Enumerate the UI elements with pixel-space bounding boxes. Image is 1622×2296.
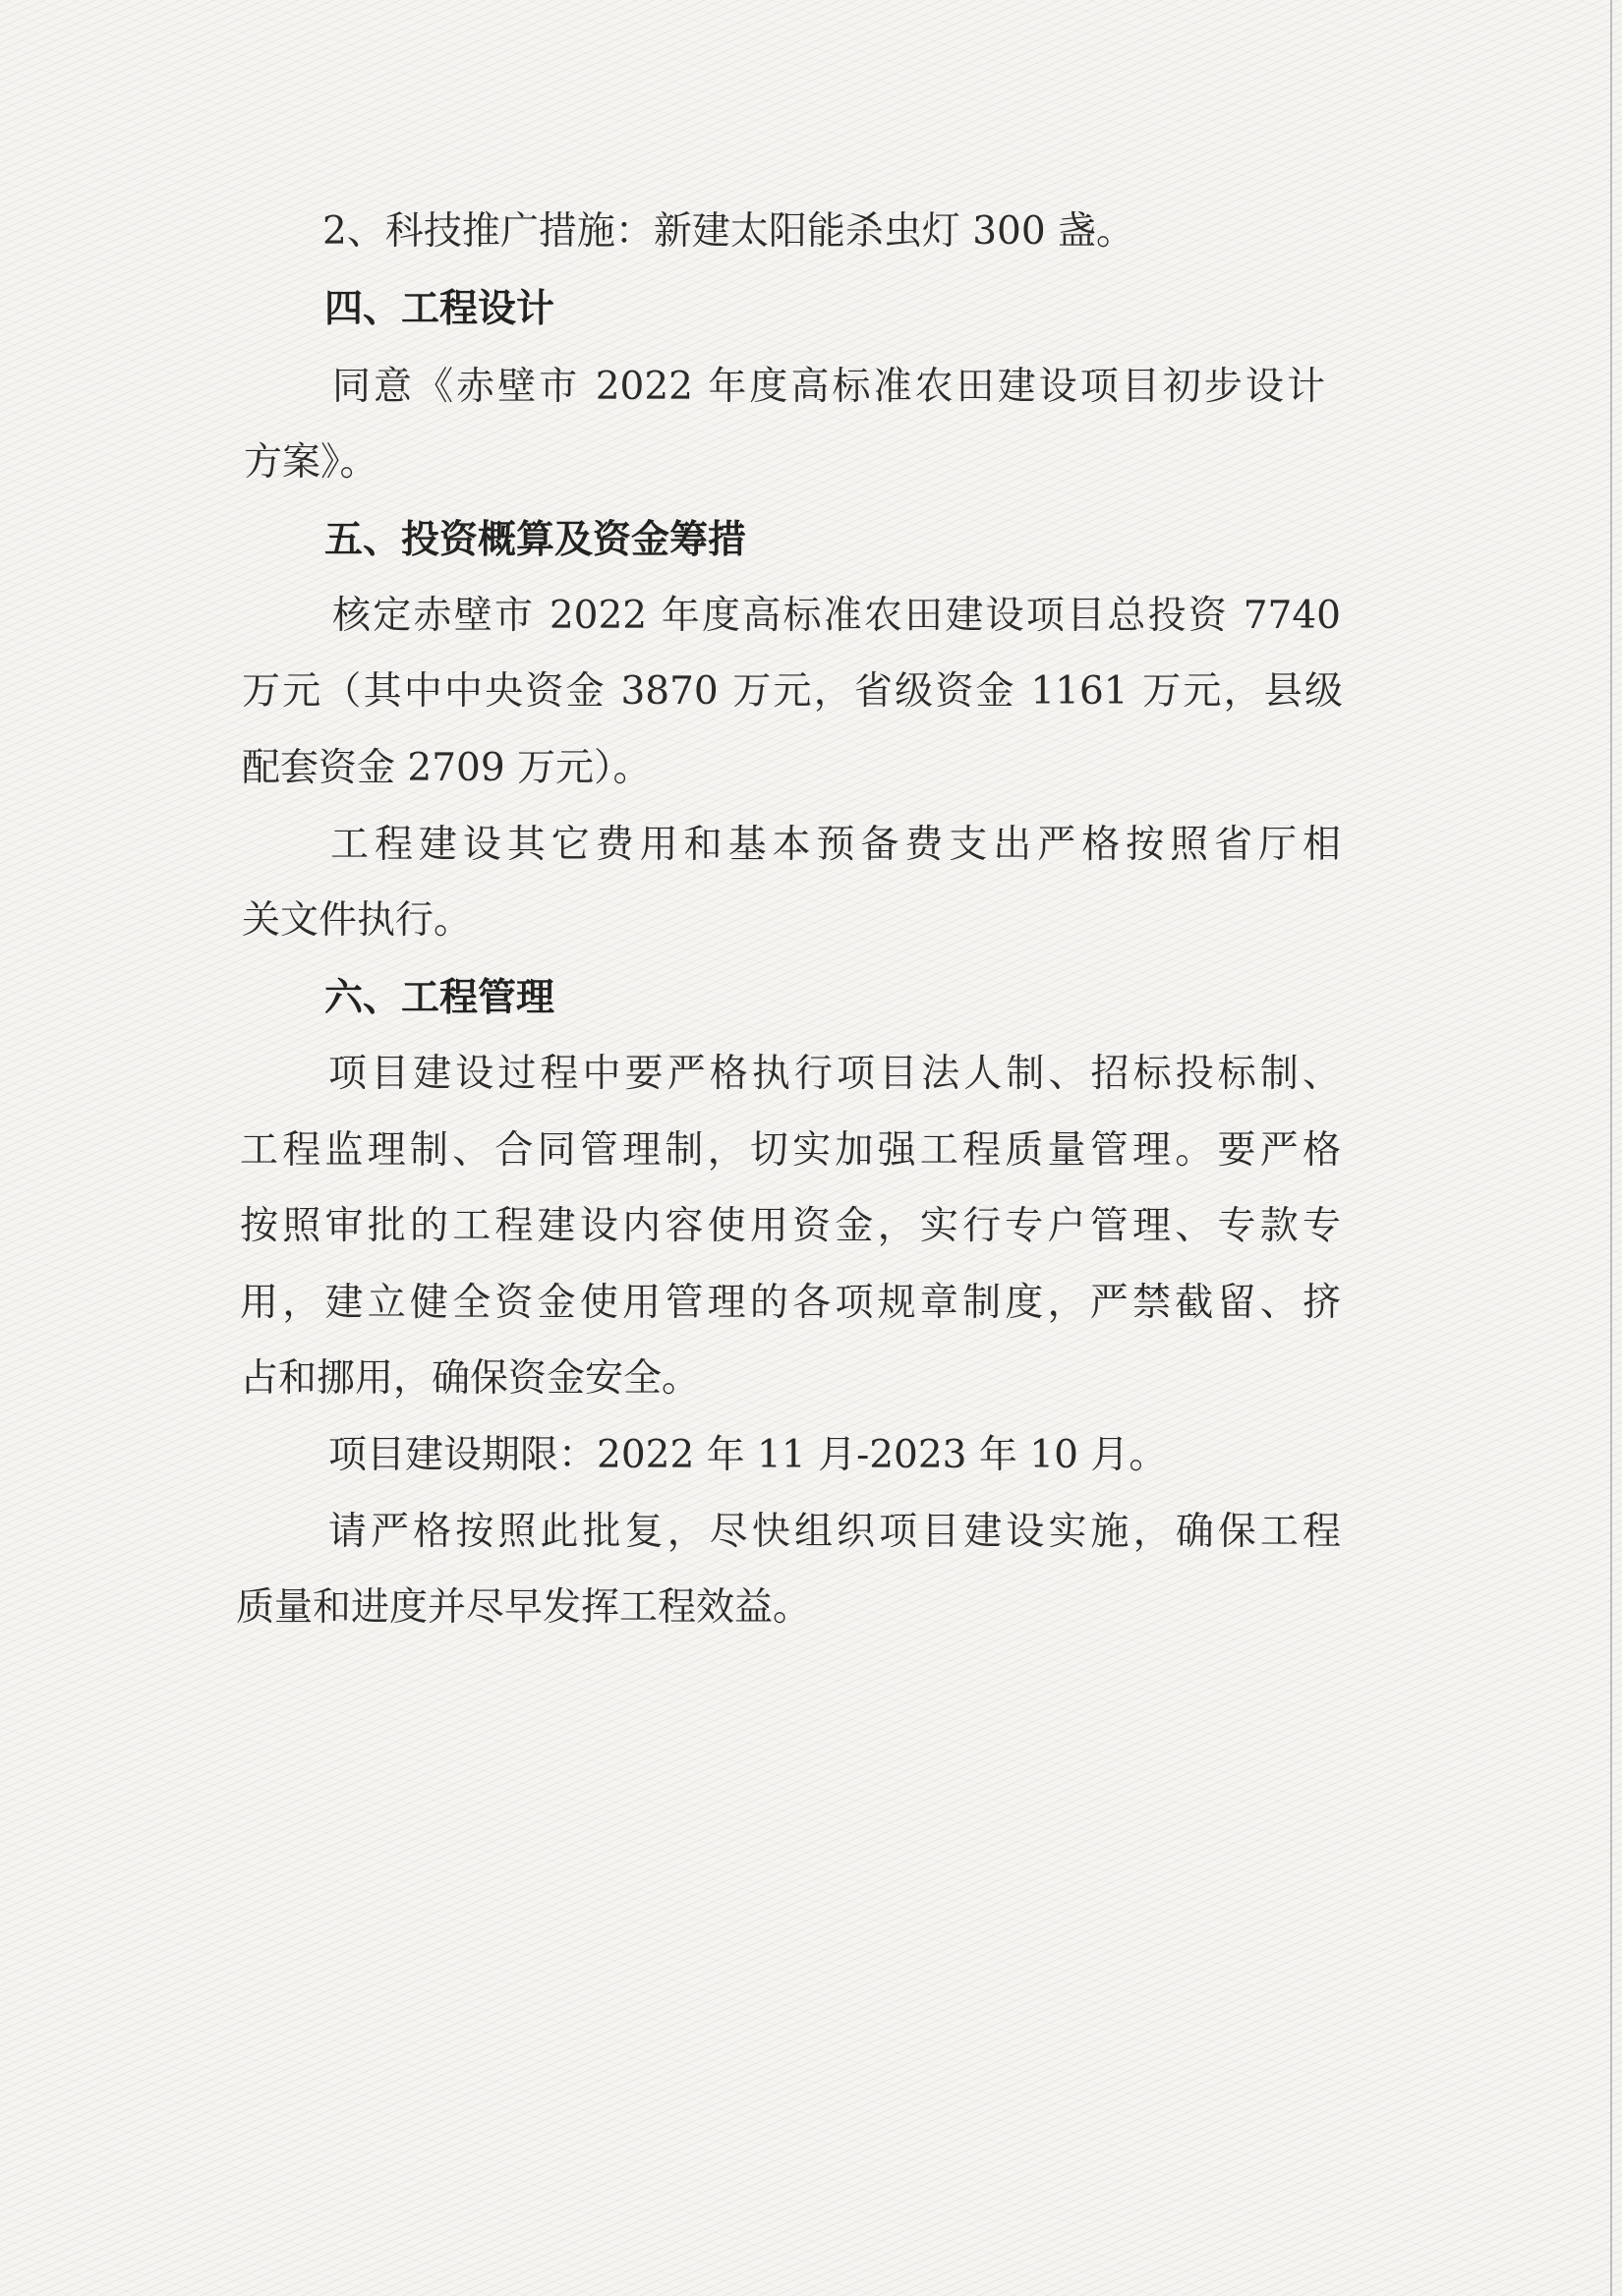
section-4-heading: 四、工程设计 — [324, 287, 555, 331]
section-4-paragraph-line-1: 同意《赤壁市 2022 年度高标准农田建设项目初步设计 — [332, 365, 1325, 409]
section-5-heading: 五、投资概算及资金筹措 — [324, 518, 747, 562]
item-2-text: 2、科技推广措施：新建太阳能杀虫灯 300 盏。 — [322, 209, 1135, 254]
section-5-paragraph-1-line-1: 核定赤壁市 2022 年度高标准农田建设项目总投资 7740 — [332, 594, 1341, 638]
section-6-paragraph-3-line-1: 请严格按照此批复，尽快组织项目建设实施，确保工程 — [328, 1510, 1341, 1554]
section-6-paragraph-2: 项目建设期限：2022 年 11 月-2023 年 10 月。 — [328, 1433, 1168, 1477]
section-6-heading: 六、工程管理 — [324, 976, 555, 1020]
section-5-paragraph-2-line-1: 工程建设其它费用和基本预备费支出严格按照省厅相 — [330, 823, 1341, 867]
section-5-paragraph-2-line-2: 关文件执行。 — [242, 898, 473, 943]
scan-edge-line — [1610, 0, 1612, 2296]
section-6-paragraph-1-line-2: 工程监理制、合同管理制，切实加强工程质量管理。要严格 — [240, 1128, 1341, 1173]
section-5-paragraph-1-line-2: 万元（其中中央资金 3870 万元，省级资金 1161 万元，县级 — [242, 669, 1343, 714]
section-6-paragraph-1-line-4: 用，建立健全资金使用管理的各项规章制度，严禁截留、挤 — [240, 1281, 1341, 1325]
section-6-paragraph-1-line-1: 项目建设过程中要严格执行项目法人制、招标投标制、 — [328, 1052, 1341, 1096]
section-6-paragraph-1-line-5: 占和挪用，确保资金安全。 — [240, 1356, 701, 1401]
section-4-paragraph-line-2: 方案》。 — [244, 440, 378, 485]
section-5-paragraph-1-line-3: 配套资金 2709 万元）。 — [242, 746, 652, 790]
section-6-paragraph-3-line-2: 质量和进度并尽早发挥工程效益。 — [236, 1585, 812, 1630]
section-6-paragraph-1-line-3: 按照审批的工程建设内容使用资金，实行专户管理、专款专 — [240, 1204, 1341, 1248]
